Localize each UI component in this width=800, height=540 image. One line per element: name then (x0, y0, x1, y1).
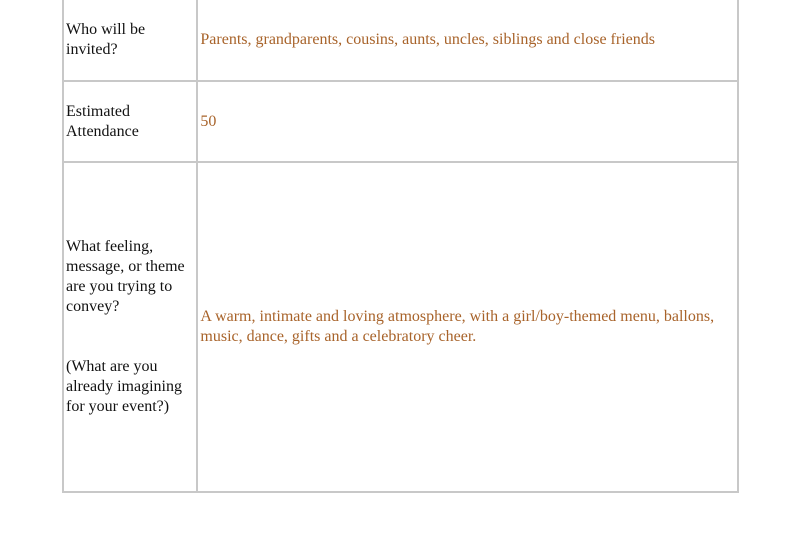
answer-cell-attendance[interactable] (197, 81, 738, 162)
question-note: (What are you already imagining for your event?) (66, 358, 182, 415)
question-text: What feeling, message, or theme are you trying to convey? (66, 238, 185, 315)
question-cell-invitees (63, 0, 197, 81)
answer-text: Parents, grandparents, cousins, aunts, uncles, siblings and close friends (200, 31, 655, 48)
answer-cell-theme[interactable] (197, 162, 738, 492)
answer-text: 50 (200, 112, 217, 130)
question-text: Estimated Attendance (66, 102, 139, 140)
question-text: Who will be invited? (66, 21, 146, 58)
question-cell-attendance (63, 81, 197, 162)
answer-text: A warm, intimate and loving atmosphere, with a girl/boy-themed menu, ballons, music, dance, gifts and a celebratory cheer. (200, 308, 715, 345)
table-row-invitees (63, 0, 738, 81)
table-row-theme (63, 162, 738, 492)
event-planning-table (62, 0, 739, 493)
answer-cell-invitees[interactable] (197, 0, 738, 81)
question-cell-theme (63, 162, 197, 492)
table-row-attendance (63, 81, 738, 162)
